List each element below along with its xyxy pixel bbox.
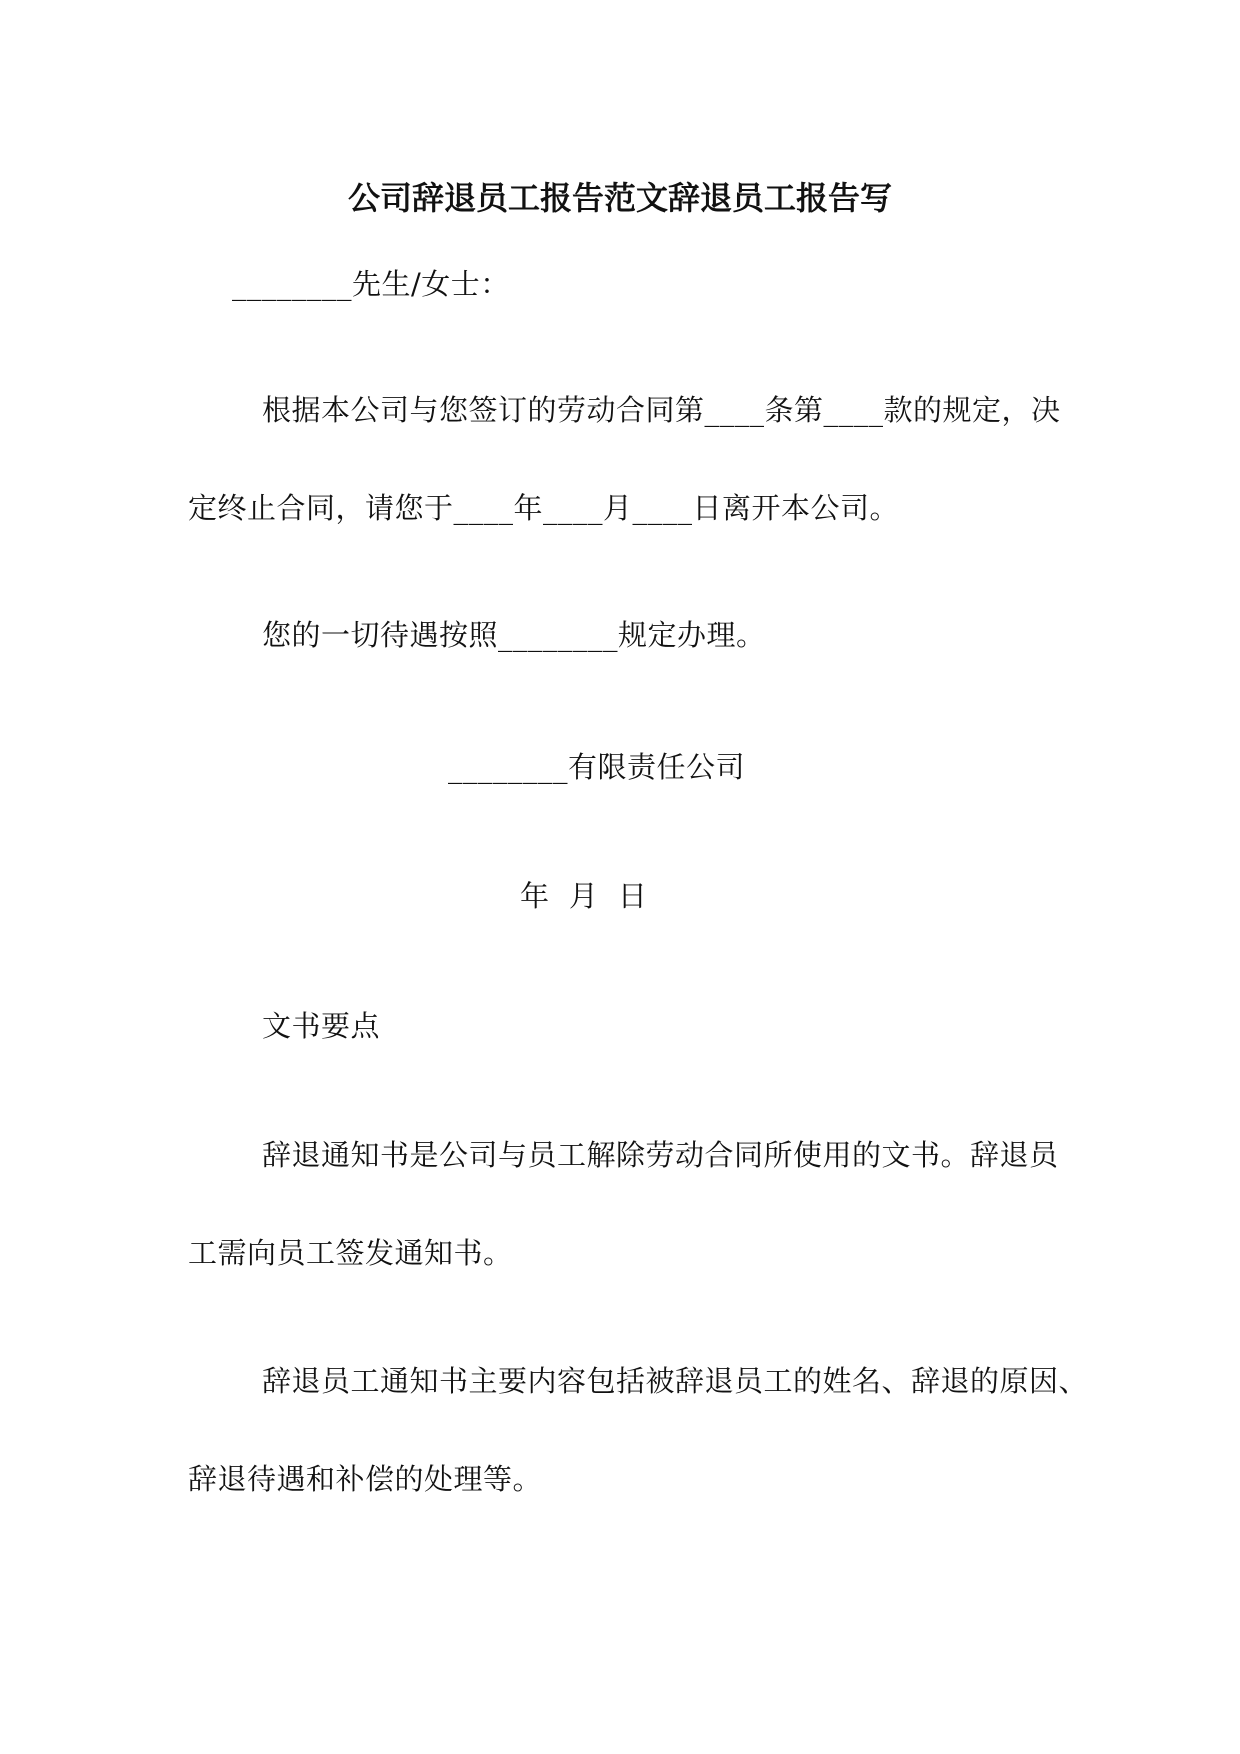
paragraph-1-line-1: 根据本公司与您签订的劳动合同第____条第____款的规定，决	[262, 393, 1061, 427]
paragraph-2: 您的一切待遇按照________规定办理。	[262, 618, 766, 652]
salutation: ________先生/女士：	[232, 267, 510, 301]
paragraph-4-line-1: 辞退员工通知书主要内容包括被辞退员工的姓名、辞退的原因、	[262, 1364, 1089, 1398]
signature-date: 年 月 日	[520, 879, 648, 913]
document-title: 公司辞退员工报告范文辞退员工报告写	[347, 179, 892, 217]
company-signature: ________有限责任公司	[448, 750, 746, 784]
paragraph-3-line-2: 工需向员工签发通知书。	[188, 1236, 513, 1270]
paragraph-3-line-1: 辞退通知书是公司与员工解除劳动合同所使用的文书。辞退员	[262, 1138, 1059, 1172]
paragraph-4-line-2: 辞退待遇和补偿的处理等。	[188, 1462, 543, 1496]
section-heading: 文书要点	[262, 1009, 381, 1043]
paragraph-1-line-2: 定终止合同，请您于____年____月____日离开本公司。	[188, 491, 900, 525]
